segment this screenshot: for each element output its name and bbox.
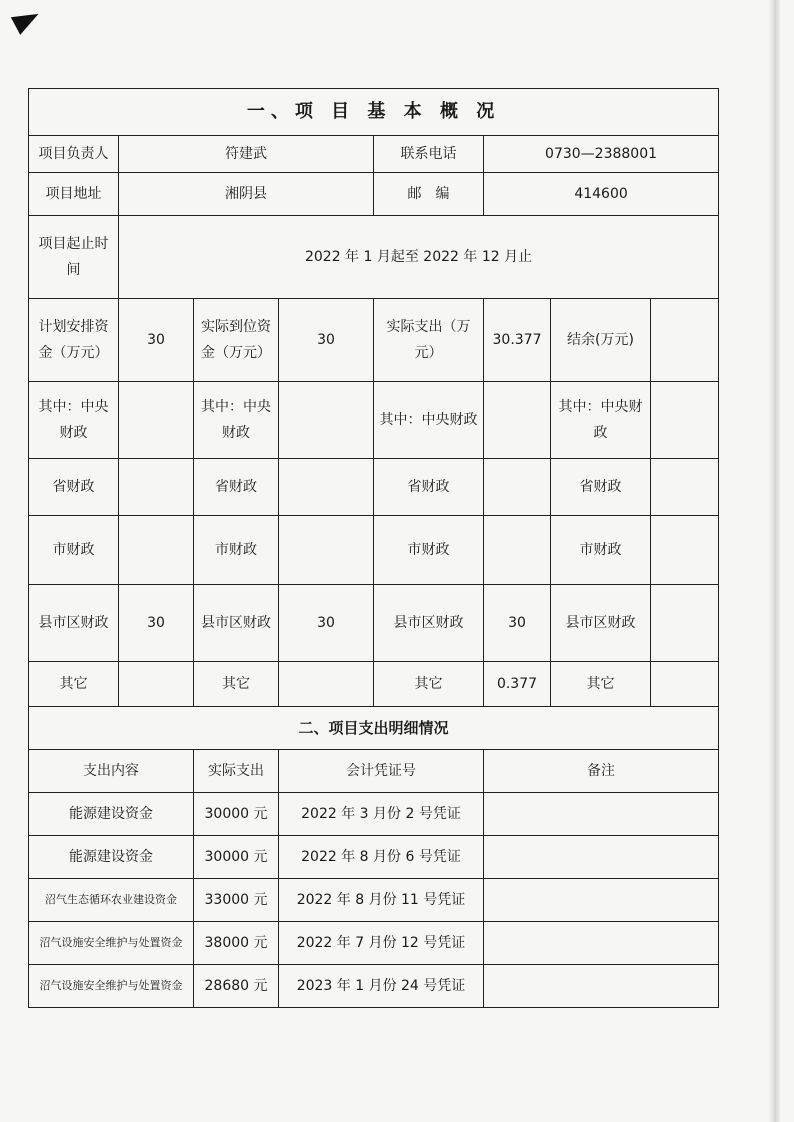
table-row <box>29 965 719 1008</box>
plan-value: 30 <box>119 299 194 382</box>
actual-spend-value: 30.377 <box>484 299 551 382</box>
row-voucher: 2022 年 8 月份 11 号凭证 <box>279 879 484 922</box>
phone-value: 0730—2388001 <box>484 136 719 173</box>
address-label: 项目地址 <box>29 173 119 216</box>
row-voucher: 2022 年 8 月份 6 号凭证 <box>279 836 484 879</box>
county-value-4 <box>651 585 719 662</box>
row-amount: 30000 元 <box>194 836 279 879</box>
period-value: 2022 年 1 月起至 2022 年 12 月止 <box>119 216 719 299</box>
phone-label: 联系电话 <box>374 136 484 173</box>
other-label-4: 其它 <box>551 662 651 707</box>
table-row <box>29 879 719 922</box>
other-value-1 <box>119 662 194 707</box>
row-note <box>484 793 719 836</box>
county-value-1: 30 <box>119 585 194 662</box>
actual-spend-label: 实际支出（万元） <box>374 299 484 382</box>
province-value-1 <box>119 459 194 516</box>
city-label-1: 市财政 <box>29 516 119 585</box>
row-note <box>484 879 719 922</box>
header-voucher: 会计凭证号 <box>279 750 484 793</box>
header-content: 支出内容 <box>29 750 194 793</box>
province-value-3 <box>484 459 551 516</box>
county-label-4: 县市区财政 <box>551 585 651 662</box>
section1-title: 一、项 目 基 本 概 况 <box>29 89 719 136</box>
table-row <box>29 793 719 836</box>
header-note: 备注 <box>484 750 719 793</box>
province-value-2 <box>279 459 374 516</box>
province-label-3: 省财政 <box>374 459 484 516</box>
central-label-1: 其中：中央财政 <box>29 382 119 459</box>
row-amount: 33000 元 <box>194 879 279 922</box>
row-note <box>484 965 719 1008</box>
county-label-3: 县市区财政 <box>374 585 484 662</box>
address-value: 湘阴县 <box>119 173 374 216</box>
other-value-2 <box>279 662 374 707</box>
plan-label: 计划安排资金（万元） <box>29 299 119 382</box>
postcode-value: 414600 <box>484 173 719 216</box>
row-content: 能源建设资金 <box>29 793 194 836</box>
county-label-2: 县市区财政 <box>194 585 279 662</box>
other-value-4 <box>651 662 719 707</box>
document-sheet <box>28 88 718 1008</box>
manager-value: 符建武 <box>119 136 374 173</box>
central-label-4: 其中：中央财政 <box>551 382 651 459</box>
central-value-2 <box>279 382 374 459</box>
central-value-4 <box>651 382 719 459</box>
province-label-2: 省财政 <box>194 459 279 516</box>
city-label-4: 市财政 <box>551 516 651 585</box>
scan-corner-mark <box>11 5 43 35</box>
expense-detail-table <box>28 707 719 1008</box>
row-amount: 38000 元 <box>194 922 279 965</box>
manager-label: 项目负责人 <box>29 136 119 173</box>
province-label-4: 省财政 <box>551 459 651 516</box>
actual-arrival-label: 实际到位资金（万元） <box>194 299 279 382</box>
row-note <box>484 922 719 965</box>
row-content: 沼气生态循环农业建设资金 <box>29 879 194 922</box>
other-label-3: 其它 <box>374 662 484 707</box>
central-value-3 <box>484 382 551 459</box>
province-label-1: 省财政 <box>29 459 119 516</box>
county-label-1: 县市区财政 <box>29 585 119 662</box>
table-row <box>29 836 719 879</box>
city-value-1 <box>119 516 194 585</box>
central-label-2: 其中：中央财政 <box>194 382 279 459</box>
row-amount: 30000 元 <box>194 793 279 836</box>
county-value-2: 30 <box>279 585 374 662</box>
balance-label: 结余(万元) <box>551 299 651 382</box>
city-label-2: 市财政 <box>194 516 279 585</box>
table-row <box>29 922 719 965</box>
other-label-2: 其它 <box>194 662 279 707</box>
row-voucher: 2022 年 7 月份 12 号凭证 <box>279 922 484 965</box>
scan-edge-shadow <box>768 0 780 1122</box>
row-content: 沼气设施安全维护与处置资金 <box>29 965 194 1008</box>
city-value-3 <box>484 516 551 585</box>
county-value-3: 30 <box>484 585 551 662</box>
other-label-1: 其它 <box>29 662 119 707</box>
actual-arrival-value: 30 <box>279 299 374 382</box>
header-amount: 实际支出 <box>194 750 279 793</box>
row-content: 沼气设施安全维护与处置资金 <box>29 922 194 965</box>
city-value-2 <box>279 516 374 585</box>
row-note <box>484 836 719 879</box>
central-value-1 <box>119 382 194 459</box>
row-voucher: 2022 年 3 月份 2 号凭证 <box>279 793 484 836</box>
row-amount: 28680 元 <box>194 965 279 1008</box>
balance-value <box>651 299 719 382</box>
other-value-3: 0.377 <box>484 662 551 707</box>
row-voucher: 2023 年 1 月份 24 号凭证 <box>279 965 484 1008</box>
project-overview-table <box>28 88 719 707</box>
city-label-3: 市财政 <box>374 516 484 585</box>
row-content: 能源建设资金 <box>29 836 194 879</box>
province-value-4 <box>651 459 719 516</box>
period-label: 项目起止时间 <box>29 216 119 299</box>
city-value-4 <box>651 516 719 585</box>
central-label-3: 其中：中央财政 <box>374 382 484 459</box>
postcode-label: 邮 编 <box>374 173 484 216</box>
section2-title: 二、项目支出明细情况 <box>29 707 719 750</box>
